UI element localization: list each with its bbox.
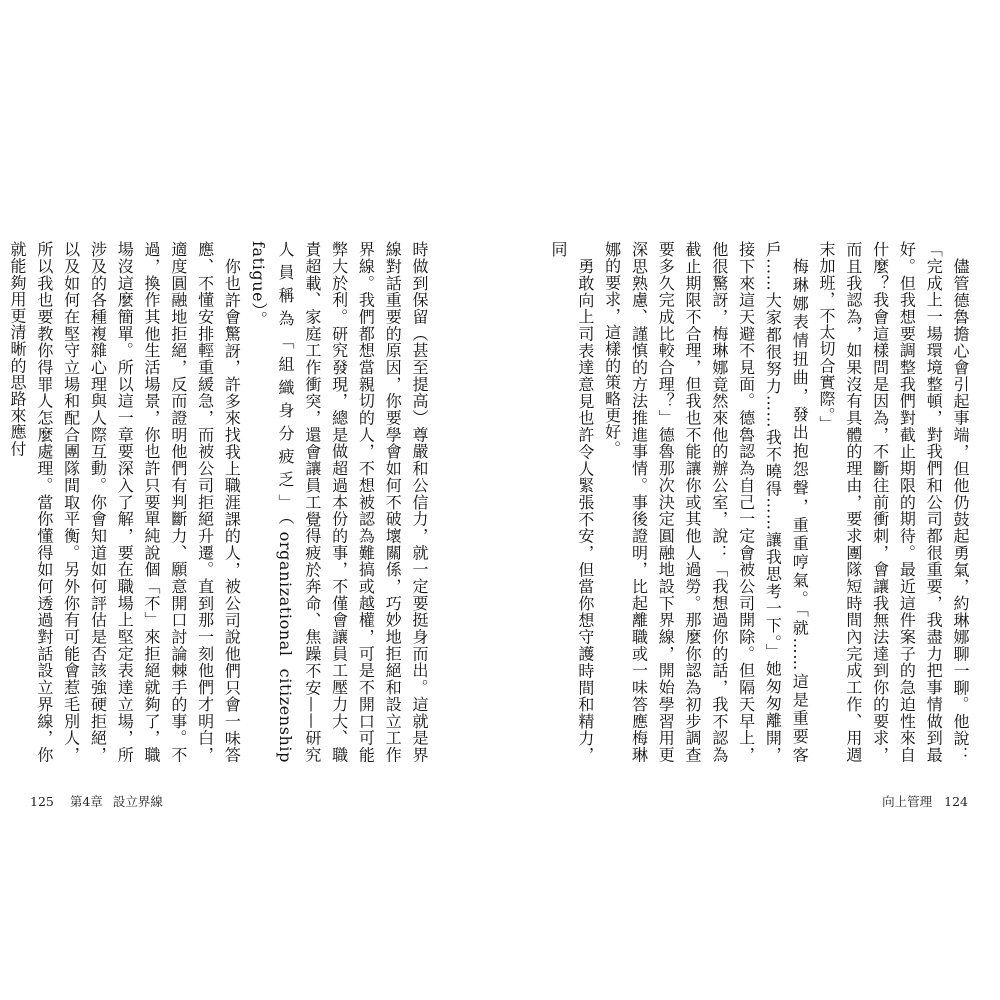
right-page-number: 124 — [944, 794, 968, 809]
left-page-footer — [30, 792, 163, 810]
chapter-title: 設立界線 — [112, 794, 163, 809]
left-paragraph-1: 時做到保留（甚至提高）尊嚴和公信力，就一定要挺身而出。這就是界線對話重要的原因，你要學會如何不破壞關係，巧妙地拒絕和設立工作界線。我們都想當親切的人，不想被認為難搞或越權，可是不開口可能弊大於利。研究發現，總是做超過本份的事，不僅會讓員工壓力大、職責超載、家庭工作衝突，還會讓員工覺得疲於奔命、焦躁不安——研究人員稱為「組織身分疲乏」（organizational citizenship fatigue）。 — [249, 241, 429, 763]
right-paragraph-1: 儘管德魯擔心會引起事端，但他仍鼓起勇氣，約琳娜聊一聊。他說：「完成上一場環境整頓，對我們和公司都很重要，我盡力把事情做到最好。但我想要調整我們對截止期限的期待。最近這件案子的急迫性來自什麼？我會這樣問是因為，不斷往前衝刺，會讓我無法達到你的要求，而且我認為，如果沒有具體的理由，要求團隊短時間內完成工作、用週末加班，不太切合實際。」 — [817, 241, 970, 763]
running-title: 向上管理 — [882, 794, 933, 809]
right-page-body — [549, 241, 973, 763]
right-page-footer — [882, 792, 968, 810]
left-page-body — [8, 241, 432, 763]
left-page-number: 125 — [30, 794, 54, 809]
right-paragraph-2: 梅琳娜表情扭曲，發出抱怨聲，重重哼氣。「就……這是重要客戶……大家都很努力……我不曉得……讓我思考一下。」她匆匆離開，接下來這天避不見面。德魯認為自己一定會被公司開除。但隔天早上，他很驚訝，梅琳娜竟然來他的辦公室，說：「我想過你的話，我不認為截止期限不合理，但我也不能讓你或其他人過勞。那麼你認為初步調查要多久完成比較合理？」德魯那次決定圓融地設下界線，開始學習用更深思熟慮、謹慎的方法推進事情。事後證明，比起離職或一味答應梅琳娜的要求，這樣的策略更好。 — [602, 241, 810, 763]
left-paragraph-2: 你也許會驚訝，許多來找我上職涯課的人，被公司說他們只會一味答應、不懂安排輕重緩急，而被公司拒絕升遷。直到那一刻他們才明白，適度圓融地拒絕，反而證明他們有判斷力、願意開口討論棘手的事。不過，換作其他生活場景，你也許只要單純說個「不」來拒絕就夠了，職場沒這麼簡單。所以這一章要深入了解，要在職場上堅定表達立場，所涉及的各種複雜心理與人際互動。你會知道如何評估是否該強硬拒絕，以及如何在堅守立場和配合團隊間取平衡。另外你有可能會惹毛別人，所以我也要教你得罪人怎麼處理。當你懂得如何透過對話設立界線，你就能夠用更清晰的思路來應付 — [8, 241, 242, 763]
right-paragraph-3: 勇敢向上司表達意見也許令人緊張不安，但當你想守護時間和精力，同 — [549, 241, 595, 763]
chapter-label: 第4章 — [69, 794, 103, 809]
right-page — [500, 0, 1000, 1000]
